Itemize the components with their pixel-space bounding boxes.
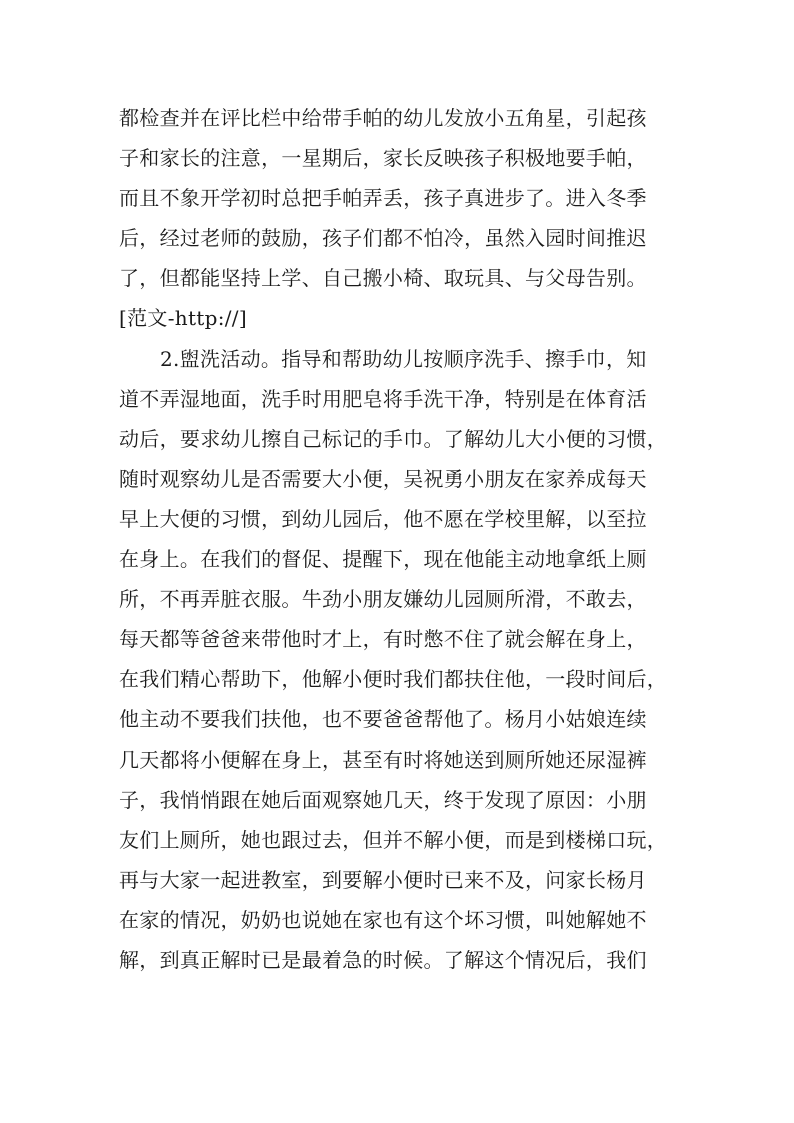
text-line: 子和家长的注意，一星期后，家长反映孩子积极地要手帕，	[119, 146, 647, 171]
text-line: 早上大便的习惯，到幼儿园后，他不愿在学校里解，以至拉	[119, 506, 647, 531]
text-line: 友们上厕所，她也跟过去，但并不解小便，而是到楼梯口玩，	[119, 827, 668, 852]
text-line: 动后，要求幼儿擦自己标记的手巾。了解幼儿大小便的习惯，	[119, 426, 668, 451]
source-reference: [范文-http://]	[119, 306, 247, 331]
text-line: 在家的情况，奶奶也说她在家也有这个坏习惯，叫她解她不	[119, 907, 647, 932]
text-line: 所，不再弄脏衣服。牛劲小朋友嫌幼儿园厕所滑，不敢去，	[119, 587, 647, 612]
body-text	[119, 98, 699, 980]
text-line: 解，到真正解时已是最着急的时候。了解这个情况后，我们	[119, 947, 647, 972]
text-line: 在身上。在我们的督促、提醒下，现在他能主动地拿纸上厕	[119, 547, 647, 572]
text-line: 了，但都能坚持上学、自己搬小椅、取玩具、与父母告别。	[119, 266, 647, 291]
paragraph-start-line: 2.盥洗活动。指导和帮助幼儿按顺序洗手、擦手巾，知	[160, 346, 647, 371]
text-line: 子，我悄悄跟在她后面观察她几天，终于发现了原因：小朋	[119, 787, 647, 812]
text-line: 而且不象开学初时总把手帕弄丢，孩子真进步了。进入冬季	[119, 186, 647, 211]
text-line: 随时观察幼儿是否需要大小便，吴祝勇小朋友在家养成每天	[119, 466, 647, 491]
text-line: 再与大家一起进教室，到要解小便时已来不及，问家长杨月	[119, 867, 647, 892]
text-line: 每天都等爸爸来带他时才上，有时憋不住了就会解在身上，	[119, 627, 647, 652]
text-line: 道不弄湿地面，洗手时用肥皂将手洗干净，特别是在体育活	[119, 386, 647, 411]
text-line: 他主动不要我们扶他，也不要爸爸帮他了。杨月小姑娘连续	[119, 707, 647, 732]
text-line: 都检查并在评比栏中给带手帕的幼儿发放小五角星，引起孩	[119, 106, 647, 130]
text-line: 在我们精心帮助下，他解小便时我们都扶住他，一段时间后，	[119, 667, 668, 692]
text-line: 后，经过老师的鼓励，孩子们都不怕冷，虽然入园时间推迟	[119, 226, 647, 251]
text-line: 几天都将小便解在身上，甚至有时将她送到厕所她还尿湿裤	[119, 747, 647, 772]
